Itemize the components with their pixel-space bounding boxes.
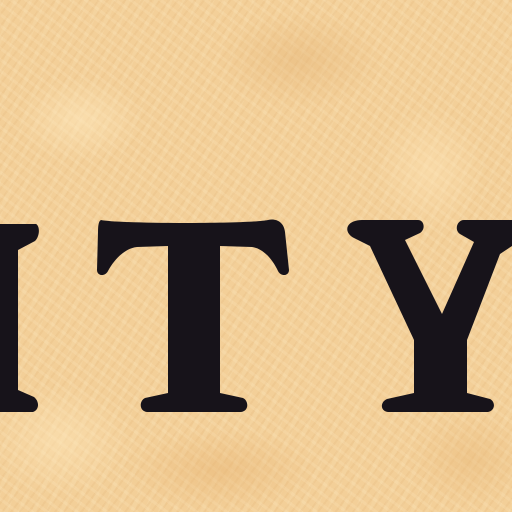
letter-i-partial <box>0 224 39 412</box>
letter-y <box>347 220 512 412</box>
letter-t <box>97 220 289 413</box>
